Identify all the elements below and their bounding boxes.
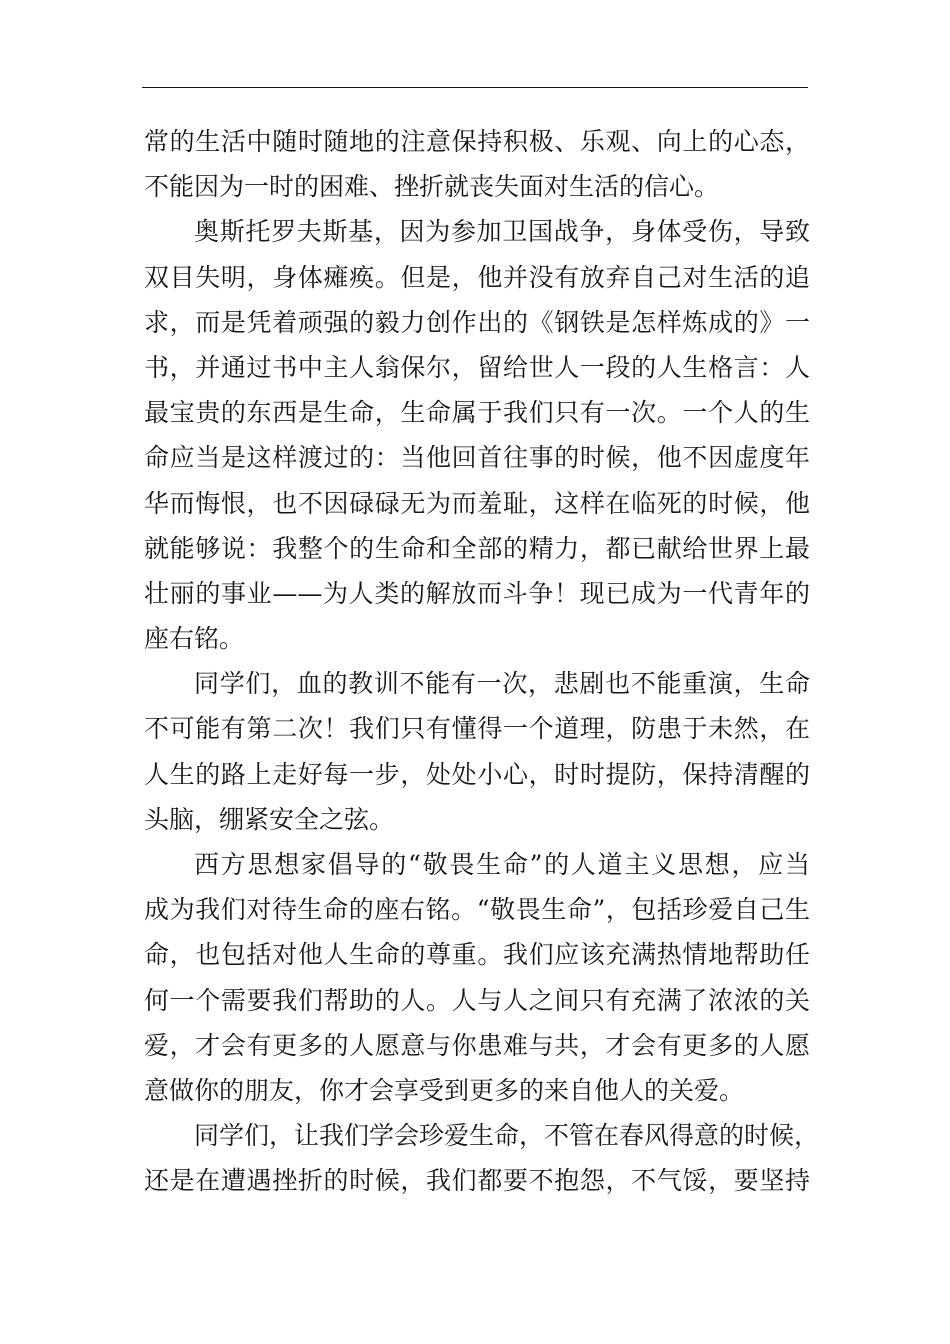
- text-line: 常的生活中随时随地的注意保持积极、乐观、向上的心态，: [144, 127, 810, 156]
- text-line: 不能因为一时的困难、挫折就丧失面对生活的信心。: [144, 172, 720, 202]
- text-line: 还是在遭遇挫折的时候，我们都要不抱怨，不气馁，要坚持: [144, 1166, 810, 1196]
- text-line: 座右铭。: [144, 624, 245, 654]
- text-line: 意做你的朋友，你才会享受到更多的来自他人的关爱。: [144, 1075, 745, 1105]
- header-rule: [142, 87, 808, 88]
- text-line: 同学们，血的教训不能有一次，悲剧也不能重演，生命: [194, 669, 810, 699]
- text-line: 西方思想家倡导的“敬畏生命”的人道主义思想，应当: [194, 850, 810, 879]
- text-line: 命应当是这样渡过的：当他回首往事的时候，他不因虚度年: [144, 443, 810, 473]
- text-line: 命，也包括对他人生命的尊重。我们应该充满热情地帮助任: [144, 940, 810, 970]
- text-line: 成为我们对待生命的座右铭。“敬畏生命”，包括珍爱自己生: [144, 895, 810, 925]
- text-line: 最宝贵的东西是生命，生命属于我们只有一次。一个人的生: [144, 398, 810, 428]
- text-line: 不可能有第二次！我们只有懂得一个道理，防患于未然，在: [144, 714, 810, 744]
- text-line: 华而悔恨，也不因碌碌无为而羞耻，这样在临死的时候，他: [144, 488, 810, 518]
- text-line: 壮丽的事业——为人类的解放而斗争！现已成为一代青年的: [144, 578, 810, 608]
- text-line: 同学们，让我们学会珍爱生命，不管在春风得意的时候，: [194, 1121, 820, 1151]
- document-body: [144, 119, 820, 1204]
- text-line: 双目失明，身体瘫痪。但是，他并没有放弃自己对生活的追: [144, 262, 810, 292]
- text-line: 求，而是凭着顽强的毅力创作出的《钢铁是怎样炼成的》一: [144, 307, 810, 337]
- text-line: 就能够说：我整个的生命和全部的精力，都已献给世界上最: [144, 533, 810, 563]
- text-line: 爱，才会有更多的人愿意与你患难与共，才会有更多的人愿: [144, 1030, 810, 1060]
- text-line: 书，并通过书中主人翁保尔，留给世人一段的人生格言：人: [144, 352, 810, 382]
- text-line: 头脑，绷紧安全之弦。: [144, 804, 395, 834]
- text-line: 奥斯托罗夫斯基，因为参加卫国战争，身体受伤，导致: [194, 217, 810, 247]
- text-line: 人生的路上走好每一步，处处小心，时时提防，保持清醒的: [144, 759, 810, 789]
- text-line: 何一个需要我们帮助的人。人与人之间只有充满了浓浓的关: [144, 985, 810, 1015]
